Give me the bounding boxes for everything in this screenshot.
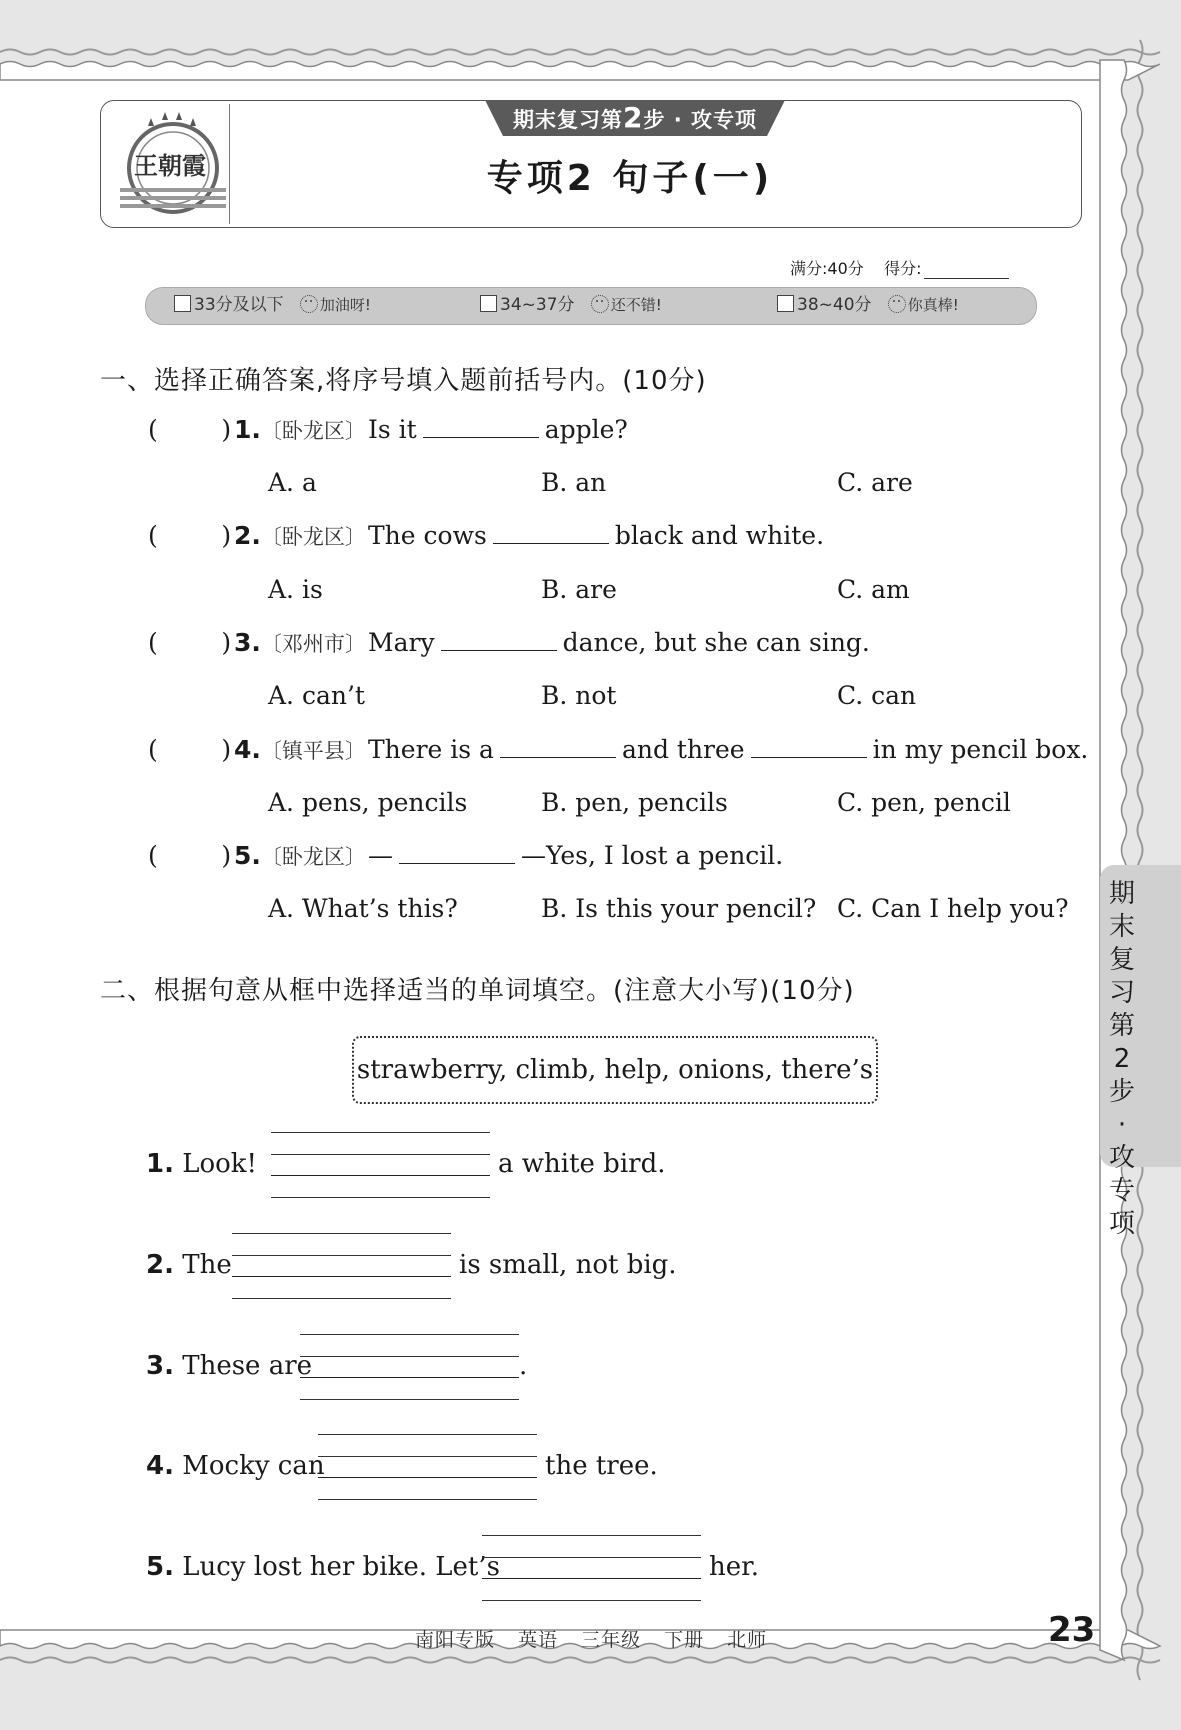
question-text: There is a and three in my pencil box. — [368, 735, 1089, 764]
answer-blank[interactable] — [493, 521, 609, 544]
option-c: C. can — [837, 681, 917, 710]
answer-blank[interactable] — [751, 735, 867, 758]
fill-item: 3. These are — [146, 1351, 313, 1381]
answer-paren[interactable]: ( ) — [148, 521, 232, 550]
question-number: 1.〔卧龙区〕 — [234, 415, 366, 444]
option-b: B. an — [541, 468, 607, 497]
option-b: B. pen, pencils — [541, 788, 728, 817]
question-text: Mary dance, but she can sing. — [368, 628, 870, 657]
fill-item-post: a white bird. — [498, 1149, 666, 1179]
page-title: 专项2 句子(一) — [486, 158, 774, 199]
answer-line[interactable] — [271, 1175, 490, 1176]
option-c: C. pen, pencil — [837, 788, 1011, 817]
fill-item-post: her. — [709, 1552, 759, 1582]
rating-low: 33分及以下 加油呀! — [174, 293, 371, 317]
score-line — [790, 256, 1009, 279]
option-a: A. is — [268, 575, 323, 604]
checkbox[interactable] — [480, 295, 497, 312]
option-b: B. Is this your pencil? — [541, 894, 817, 923]
score-blank[interactable] — [924, 262, 1009, 279]
answer-blank[interactable] — [399, 841, 515, 864]
fill-item: 4. Mocky can — [146, 1451, 325, 1481]
writing-guide-line — [318, 1434, 537, 1435]
option-c: C. am — [837, 575, 910, 604]
question-text: — —Yes, I lost a pencil. — [368, 841, 784, 870]
fill-item: 2. The — [146, 1250, 232, 1280]
option-a: A. can’t — [268, 681, 365, 710]
option-c: C. Can I help you? — [837, 894, 1069, 923]
full-score: 满分:40分 — [790, 259, 864, 278]
checkbox[interactable] — [174, 295, 191, 312]
question-text: The cows black and white. — [368, 521, 825, 550]
writing-guide-line — [271, 1132, 490, 1133]
section1-heading: 一、选择正确答案,将序号填入题前括号内。(10分) — [100, 366, 707, 396]
writing-guide-line — [482, 1557, 701, 1558]
writing-guide-line — [300, 1356, 519, 1357]
question-number: 5.〔卧龙区〕 — [234, 841, 366, 870]
header-tab-label: 期末复习第2步 · 攻专项 — [512, 101, 758, 134]
option-b: B. are — [541, 575, 617, 604]
question-number: 3.〔邓州市〕 — [234, 628, 366, 657]
word-box-text: strawberry, climb, help, onions, there’s — [356, 1055, 874, 1085]
option-a: A. What’s this? — [268, 894, 458, 923]
writing-guide-line — [300, 1334, 519, 1335]
writing-guide-line — [300, 1399, 519, 1400]
side-tab-label: 期末复习第2步·攻专项 — [1108, 879, 1135, 1239]
answer-paren[interactable]: ( ) — [148, 415, 232, 444]
smiley-icon — [591, 295, 609, 313]
answer-line[interactable] — [300, 1377, 519, 1378]
question-text: Is it apple? — [368, 415, 628, 444]
section2-heading: 二、根据句意从框中选择适当的单词填空。(注意大小写)(10分) — [100, 976, 855, 1006]
option-a: A. pens, pencils — [268, 788, 468, 817]
footer-info: 南阳专版 英语 三年级 下册 北师 — [415, 1629, 768, 1651]
fill-item-post: is small, not big. — [459, 1250, 677, 1280]
fill-item-post: . — [519, 1351, 528, 1381]
answer-blank[interactable] — [423, 415, 539, 438]
page-number: 23 — [1048, 1610, 1096, 1650]
smiley-icon — [300, 295, 318, 313]
writing-guide-line — [232, 1298, 451, 1299]
writing-guide-line — [482, 1600, 701, 1601]
got-score-label: 得分: — [884, 259, 922, 278]
checkbox[interactable] — [777, 295, 794, 312]
fill-item: 5. Lucy lost her bike. Let’s — [146, 1552, 500, 1582]
answer-line[interactable] — [482, 1578, 701, 1579]
answer-paren[interactable]: ( ) — [148, 735, 232, 764]
answer-line[interactable] — [232, 1276, 451, 1277]
option-b: B. not — [541, 681, 617, 710]
writing-guide-line — [271, 1154, 490, 1155]
rating-mid: 34~37分 还不错! — [480, 293, 662, 317]
logo-text: 王朝霞 — [134, 151, 206, 180]
fill-item: 1. Look! — [146, 1149, 258, 1179]
answer-line[interactable] — [318, 1477, 537, 1478]
answer-blank[interactable] — [441, 628, 557, 651]
question-number: 4.〔镇平县〕 — [234, 735, 366, 764]
answer-paren[interactable]: ( ) — [148, 841, 232, 870]
option-a: A. a — [268, 468, 317, 497]
question-number: 2.〔卧龙区〕 — [234, 521, 366, 550]
fill-item-post: the tree. — [545, 1451, 658, 1481]
writing-guide-line — [271, 1197, 490, 1198]
writing-guide-line — [232, 1233, 451, 1234]
writing-guide-line — [482, 1535, 701, 1536]
rating-high: 38~40分 你真棒! — [777, 293, 959, 317]
writing-guide-line — [318, 1499, 537, 1500]
smiley-icon — [888, 295, 906, 313]
writing-guide-line — [232, 1255, 451, 1256]
option-c: C. are — [837, 468, 913, 497]
writing-guide-line — [318, 1456, 537, 1457]
answer-paren[interactable]: ( ) — [148, 628, 232, 657]
header-divider — [229, 104, 230, 224]
answer-blank[interactable] — [500, 735, 616, 758]
